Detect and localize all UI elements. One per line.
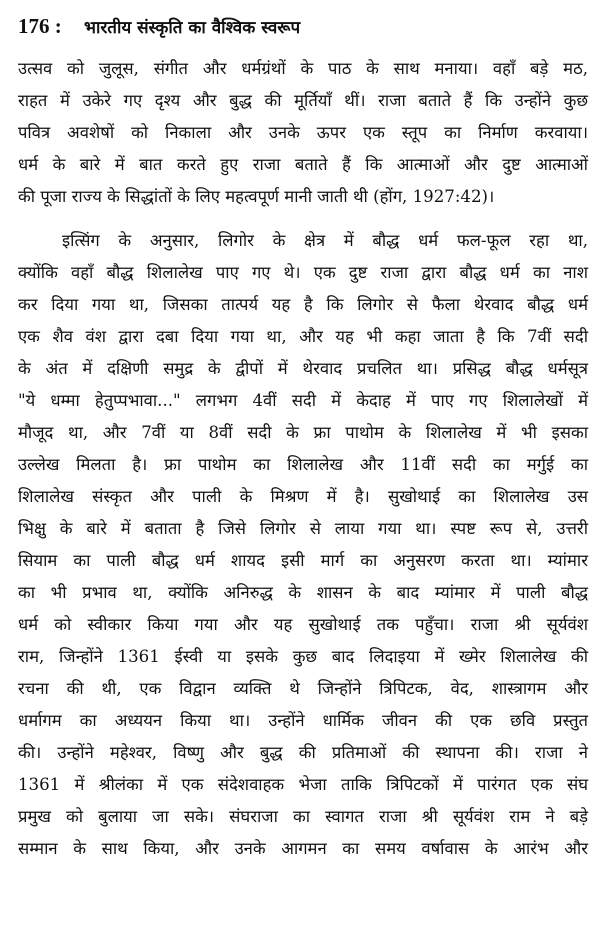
text-line: रचना की थी, एक विद्वान व्यक्ति थे जिन्होंने त्रिपिटक, वेद, शास्त्रागम और xyxy=(18,679,588,698)
text-line: की। उन्होंने महेश्वर, विष्णु और बुद्ध की प्रतिमाओं की स्थापना की। राजा ने xyxy=(18,743,588,762)
text-line: राम, जिन्होंने 1361 ईस्वी या इसके कुछ बाद लिदाइया में ख्मेर शिलालेख की xyxy=(18,647,588,666)
text-line: सम्मान के साथ किया, और उनके आगमन का समय वर्षावास के आरंभ और xyxy=(18,839,588,858)
text-line: पवित्र अवशेषों को निकाला और उनके ऊपर एक स्तूप का निर्माण करवाया। xyxy=(18,123,588,142)
text-line: "ये धम्मा हेतुप्पभावा..." लगभग 4वीं सदी में केदाह में पाए गए शिलालेखों में xyxy=(18,391,588,410)
text-line: भिक्षु के बारे में बताता है जिसे लिगोर से लाया गया था। स्पष्ट रूप से, उत्तरी xyxy=(18,519,588,538)
text-line: की पूजा राज्य के सिद्धांतों के लिए महत्वपूर्ण मानी जाती थी (होंग, 1927:42)। xyxy=(18,187,495,206)
text-line: का भी प्रभाव था, क्योंकि अनिरुद्ध के शासन के बाद म्यांमार में पाली बौद्ध xyxy=(18,583,588,602)
text-line: एक शैव वंश द्वारा दबा दिया गया था, और यह भी कहा जाता है कि 7वीं सदी xyxy=(18,327,588,346)
text-line: सियाम का पाली बौद्ध धर्म शायद इसी मार्ग का अनुसरण करता था। म्यांमार xyxy=(18,551,588,570)
paragraph-1 xyxy=(18,53,588,213)
text-line: क्योंकि वहाँ बौद्ध शिलालेख पाए गए थे। एक दुष्ट राजा द्वारा बौद्ध धर्म का नाश xyxy=(18,263,588,282)
text-line: इत्सिंग के अनुसार, लिगोर के क्षेत्र में बौद्ध धर्म फल-फूल रहा था, xyxy=(62,231,588,250)
page-number: 176 : xyxy=(18,14,62,38)
text-line: धर्म को स्वीकार किया गया और यह सुखोथाई तक पहुँचा। राजा श्री सूर्यवंश xyxy=(18,615,588,634)
paragraph-2 xyxy=(18,225,588,865)
text-line: राहत में उकेरे गए दृश्य और बुद्ध की मूर्तियाँ थीं। राजा बताते हैं कि उन्होंने कुछ xyxy=(18,91,588,110)
text-line: उल्लेख मिलता है। फ्रा पाथोम का शिलालेख और 11वीं सदी का मर्गुई का xyxy=(18,455,588,474)
text-line: प्रमुख को बुलाया जा सके। संघराजा का स्वागत राजा श्री सूर्यवंश राम ने बड़े xyxy=(18,807,588,826)
text-line: 1361 में श्रीलंका में एक संदेशवाहक भेजा ताकि त्रिपिटकों में पारंगत एक संघ xyxy=(18,775,588,794)
text-line: उत्सव को जुलूस, संगीत और धर्मग्रंथों के पाठ के साथ मनाया। वहाँ बड़े मठ, xyxy=(18,59,588,78)
text-line: शिलालेख संस्कृत और पाली के मिश्रण में है। सुखोथाई का शिलालेख उस xyxy=(18,487,588,506)
text-line: कर दिया गया था, जिसका तात्पर्य यह है कि लिगोर से फैला थेरवाद बौद्ध धर्म xyxy=(18,295,588,314)
text-line: मौजूद था, और 7वीं या 8वीं सदी के फ्रा पाथोम के शिलालेख में भी इसका xyxy=(18,423,588,442)
text-line: के अंत में दक्षिणी समुद्र के द्वीपों में थेरवाद प्रचलित था। प्रसिद्ध बौद्ध धर्मसूत्र xyxy=(18,359,588,378)
text-line: धर्म के बारे में बात करते हुए राजा बताते हैं कि आत्माओं और दुष्ट आत्माओं xyxy=(18,155,588,174)
running-title: भारतीय संस्कृति का वैश्विक स्वरूप xyxy=(84,18,301,38)
page-header xyxy=(18,14,588,39)
text-line: धर्मागम का अध्ययन किया था। उन्होंने धार्मिक जीवन की एक छवि प्रस्तुत xyxy=(18,711,588,730)
